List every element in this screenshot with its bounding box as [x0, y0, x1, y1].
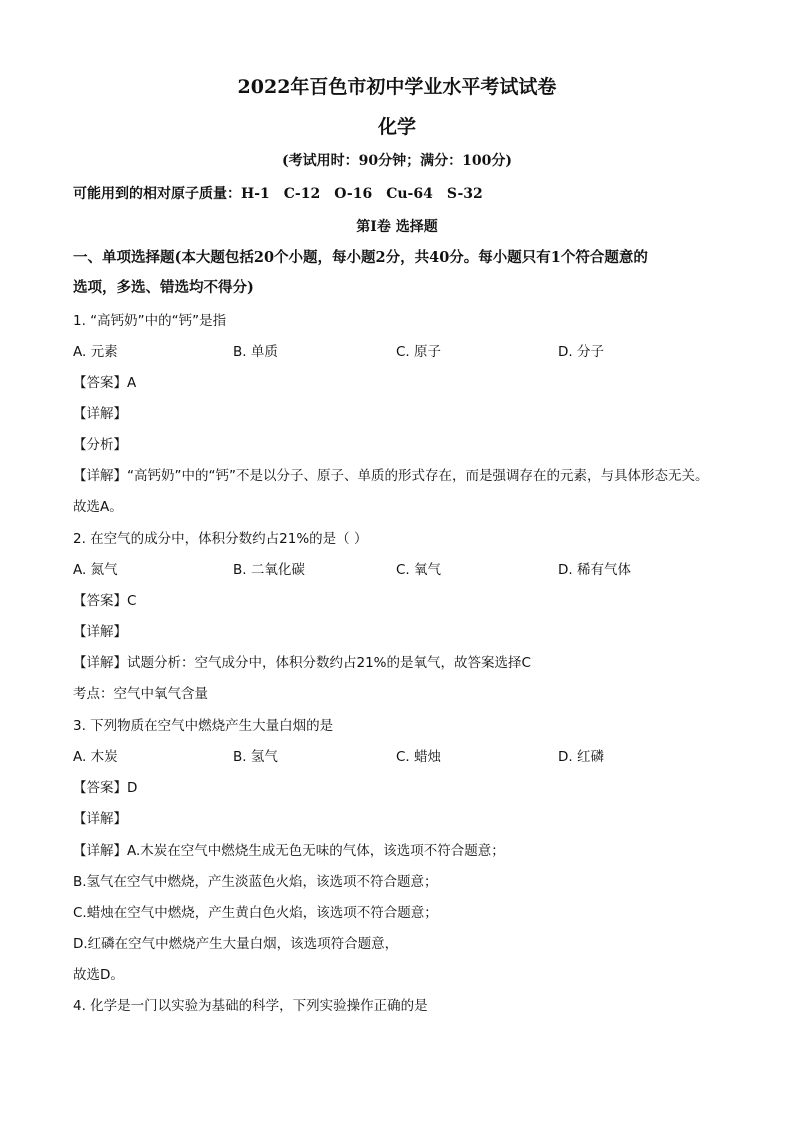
section-intro-line2: 选项，多选、错选均不得分) [73, 279, 254, 296]
question-3-answer: 【答案】D [73, 780, 138, 796]
question-3-conclusion: 故选D。 [73, 967, 124, 983]
exam-title: 2022年百色市初中学业水平考试试卷 [237, 76, 557, 98]
question-1-detail-text: 【详解】“高钙奶”中的“钙”不是以分子、原子、单质的形式存在，而是强调存在的元素，与具体形态无关。 [73, 468, 709, 484]
question-2-answer: 【答案】C [73, 593, 137, 609]
question-1-answer: 【答案】A [73, 375, 137, 391]
question-1-analysis-label: 【分析】 [73, 437, 127, 453]
question-3-stem: 3. 下列物质在空气中燃烧产生大量白烟的是 [73, 718, 334, 734]
question-3-detail-d: D.红磷在空气中燃烧产生大量白烟，该选项符合题意， [73, 936, 399, 952]
section-intro-line1: 一、单项选择题(本大题包括20个小题，每小题2分，共40分。每小题只有1个符合题意的 [73, 249, 648, 266]
option-c: C. 蜡烛 [396, 749, 442, 765]
question-1-detail-label: 【详解】 [73, 406, 127, 422]
question-1-conclusion: 故选A。 [73, 499, 123, 515]
option-a: A. 木炭 [73, 749, 118, 765]
subject-title: 化学 [377, 116, 416, 138]
option-d: D. 稀有气体 [558, 562, 631, 578]
option-d: D. 红磷 [558, 749, 604, 765]
atomic-masses: 可能用到的相对原子质量：H-1 C-12 O-16 Cu-64 S-32 [73, 186, 483, 202]
option-c: C. 原子 [396, 344, 442, 360]
question-4-stem: 4. 化学是一门以实验为基础的科学，下列实验操作正确的是 [73, 998, 428, 1014]
question-3-detail-label: 【详解】 [73, 811, 127, 827]
option-b: B. 单质 [233, 344, 278, 360]
time-info: (考试用时：90分钟；满分：100分) [282, 153, 512, 169]
question-2-stem: 2. 在空气的成分中，体积分数约占21%的是（ ） [73, 531, 368, 547]
question-2-detail-text: 【详解】试题分析：空气成分中，体积分数约占21%的是氧气，故答案选择C [73, 655, 531, 671]
option-a: A. 氮气 [73, 562, 118, 578]
section-title: 第Ⅰ卷 选择题 [356, 219, 438, 235]
question-2-detail-label: 【详解】 [73, 624, 127, 640]
option-b: B. 氢气 [233, 749, 278, 765]
option-c: C. 氧气 [396, 562, 442, 578]
question-3-detail-b: B.氢气在空气中燃烧，产生淡蓝色火焰，该选项不符合题意； [73, 874, 438, 890]
question-3-detail-a: 【详解】A.木炭在空气中燃烧生成无色无味的气体，该选项不符合题意； [73, 843, 505, 859]
option-b: B. 二氧化碳 [233, 562, 305, 578]
question-2-note: 考点：空气中氧气含量 [73, 686, 208, 702]
question-1-stem: 1. “高钙奶”中的“钙”是指 [73, 313, 227, 329]
option-a: A. 元素 [73, 344, 118, 360]
question-3-detail-c: C.蜡烛在空气中燃烧，产生黄白色火焰，该选项不符合题意； [73, 905, 438, 921]
option-d: D. 分子 [558, 344, 604, 360]
